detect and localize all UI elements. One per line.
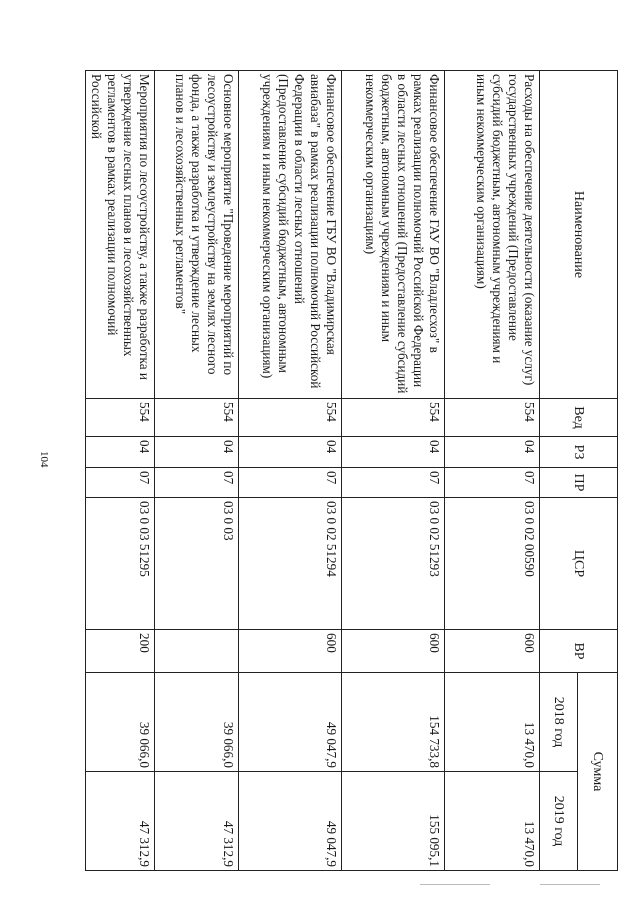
row-ved: 554 (342, 399, 445, 437)
row-csr: 03 0 02 00590 (445, 498, 540, 630)
table-row (445, 71, 540, 871)
row-pr: 07 (445, 468, 540, 498)
row-csr: 03 0 02 51293 (342, 498, 445, 630)
row-sum-2019: 13 470,0 (445, 772, 540, 871)
row-sum-2019: 47 312,9 (86, 772, 155, 871)
row-csr: 03 0 02 51294 (239, 498, 342, 630)
row-csr: 03 0 03 51295 (86, 498, 155, 630)
row-name: Основное мероприятие "Проведение мероприятий по лесоустройству и землеустройству на землях лесного фонда, а также разработка и утверждение лесных планов и лесохозяйственных регламентов" (155, 71, 239, 399)
row-vr: 600 (445, 630, 540, 673)
header-csr: ЦСР (540, 498, 618, 630)
row-pr: 07 (155, 468, 239, 498)
row-sum-2018: 39 066,0 (155, 673, 239, 772)
header-rz: РЗ (540, 437, 618, 468)
row-sum-2019: 155 095,1 (342, 772, 445, 871)
row-rz: 04 (342, 437, 445, 468)
row-sum-2018: 49 047,9 (239, 673, 342, 772)
rotated-table-container (89, 70, 618, 870)
row-pr: 07 (86, 468, 155, 498)
row-name: Расходы на обеспечение деятельности (оказание услуг) государственных учреждений (Предоставление субсидий бюджетным, автономным учреждениям и иным некоммерческим организациям) (445, 71, 540, 399)
page-number: 104 (38, 451, 50, 468)
row-rz: 04 (155, 437, 239, 468)
table-row (155, 71, 239, 871)
row-sum-2019: 49 047,9 (239, 772, 342, 871)
row-sum-2018: 154 733,8 (342, 673, 445, 772)
row-ved: 554 (155, 399, 239, 437)
table-row (239, 71, 342, 871)
header-year-2019: 2019 год (540, 772, 578, 871)
row-sum-2018: 39 066,0 (86, 673, 155, 772)
row-vr (155, 630, 239, 673)
row-pr: 07 (342, 468, 445, 498)
row-csr: 03 0 03 (155, 498, 239, 630)
row-ved: 554 (239, 399, 342, 437)
row-rz: 04 (239, 437, 342, 468)
row-rz: 04 (86, 437, 155, 468)
header-name: Наименование (540, 71, 618, 399)
row-vr: 200 (86, 630, 155, 673)
row-ved: 554 (445, 399, 540, 437)
table-row (86, 71, 155, 871)
row-sum-2019: 47 312,9 (155, 772, 239, 871)
row-rz: 04 (445, 437, 540, 468)
header-vr: ВР (540, 630, 618, 673)
header-sum: Сумма (578, 673, 618, 871)
row-vr: 600 (239, 630, 342, 673)
row-sum-2018: 13 470,0 (445, 673, 540, 772)
header-year-2018: 2018 год (540, 673, 578, 772)
row-name: Мероприятия по лесоустройству, а также разработка и утверждение лесных планов и лесохозяйственных регламентов в рамках реализации полномочий Российской (86, 71, 155, 399)
header-ved: Вед (540, 399, 618, 437)
scan-mark (420, 884, 490, 885)
row-name: Финансовое обеспечение ГБУ ВО "Владимирская авиабаза" в рамках реализации полномочий Российской Федерации в области лесных отношений (Предоставление субсидий бюджетным, автономным учреждениям и иным некоммерческим организациям) (239, 71, 342, 399)
budget-table (85, 70, 618, 871)
row-name: Финансовое обеспечение ГАУ ВО "Владлесхоз" в рамках реализации полномочий Российской Федерации в области лесных отношений (Предоставление субсидий бюджетным, автономным учреждениям и иным некоммерческим организациям) (342, 71, 445, 399)
row-ved: 554 (86, 399, 155, 437)
scan-mark (540, 884, 600, 885)
table-row (342, 71, 445, 871)
header-pr: ПР (540, 468, 618, 498)
row-pr: 07 (239, 468, 342, 498)
row-vr: 600 (342, 630, 445, 673)
